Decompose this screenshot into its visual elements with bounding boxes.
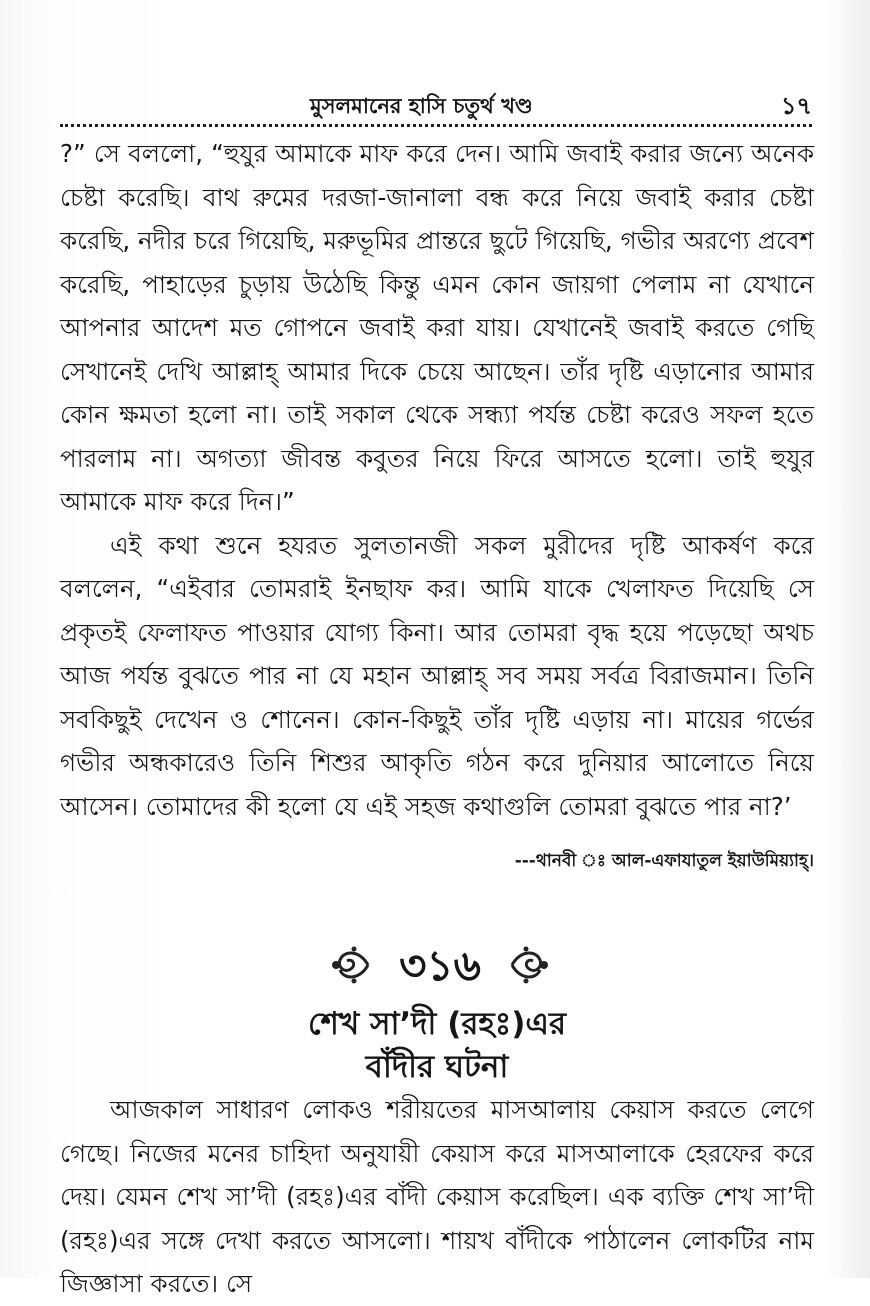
- running-title: মুসলমানের হাসি চতুর্থ খণ্ড: [310, 94, 533, 118]
- story-315-body: [60, 132, 814, 828]
- page-number: ১৭: [780, 92, 812, 120]
- source-citation: ---থানবী ঃ আল-এফাযাতুল ইয়াউমিয়্যাহ্।: [514, 851, 814, 871]
- story-316-body: [60, 1088, 814, 1306]
- running-header: [60, 88, 820, 120]
- paragraph: আজকাল সাধারণ লোকও শরীয়তের মাসআলায় কেয়াস করতে লেগে গেছে। নিজের মনের চাহিদা অনুযায়ী কেয়াস করে মাসআলাকে হেরফের করে দেয়। যেমন শেখ সা’দী (রহঃ)এর বাঁদী কেয়াস করেছিল। এক ব্যক্তি শেখ সা’দী (রহঃ)এর সঙ্গে দেখা করতে আসলো। শায়খ বাঁদীকে পাঠালেন লোকটির নাম জিজ্ঞাসা করতে। সে: [60, 1095, 814, 1298]
- paragraph: ?” সে বললো, “হুযুর আমাকে মাফ করে দেন। আমি জবাই করার জন্যে অনেক চেষ্টা করেছি। বাথ রুমের দরজা-জানালা বন্ধ করে নিয়ে জবাই করার চেষ্টা করেছি, নদীর চরে গিয়েছি, মরুভূমির প্রান্তরে ছুটে গিয়েছি, গভীর অরণ্যে প্রবেশ করেছি, পাহাড়ের চুড়ায় উঠেছি কিন্তু এমন কোন জায়গা পেলাম না যেখানে আপনার আদেশ মত গোপনে জবাই করা যায়। যেখানেই জবাই করতে গেছি সেখানেই দেখি আল্লাহ্ আমার দিকে চেয়ে আছেন। তাঁর দৃষ্টি এড়ানোর আমার কোন ক্ষমতা হলো না। তাই সকাল থেকে সন্ধ্যা পর্যন্ত চেষ্টা করেও সফল হতে পারলাম না। অগত্যা জীবন্ত কবুতর নিয়ে ফিরে আসতে হলো। তাই হুযুর আমাকে মাফ করে দিন।”: [60, 139, 814, 516]
- left-flourish-icon: [330, 942, 374, 988]
- story-title-line-1: শেখ সা’দী (রহঃ)এর: [307, 1006, 567, 1042]
- story-title-line-2: বাঁদীর ঘটনা: [365, 1049, 509, 1085]
- paragraph: এই কথা শুনে হযরত সুলতানজী সকল মুরীদের দৃষ্টি আকর্ষণ করে বললেন, “এইবার তোমরাই ইনছাফ কর। আমি যাকে খেলাফত দিয়েছি সে প্রকৃতই ফেলাফত পাওয়ার যোগ্য কিনা। আর তোমরা বৃদ্ধ হয়ে পড়েছো অথচ আজ পর্যন্ত বুঝতে পার না যে মহান আল্লাহ্ সব সময় সর্বত্র বিরাজমান। তিনি সবকিছুই দেখেন ও শোনেন। কোন-কিছুই তাঁর দৃষ্টি এড়ায় না। মায়ের গর্ভের গভীর অন্ধকারেও তিনি শিশুর আকৃতি গঠন করে দুনিয়ার আলোতে নিয়ে আসেন। তোমাদের কী হলো যে এই সহজ কথাগুলি তোমরা বুঝতে পার না?’: [60, 530, 814, 821]
- story-number-ornament: [330, 936, 550, 996]
- right-flourish-icon: [506, 942, 550, 988]
- header-dotted-rule: [60, 124, 812, 127]
- story-number: ৩১৬: [399, 941, 481, 990]
